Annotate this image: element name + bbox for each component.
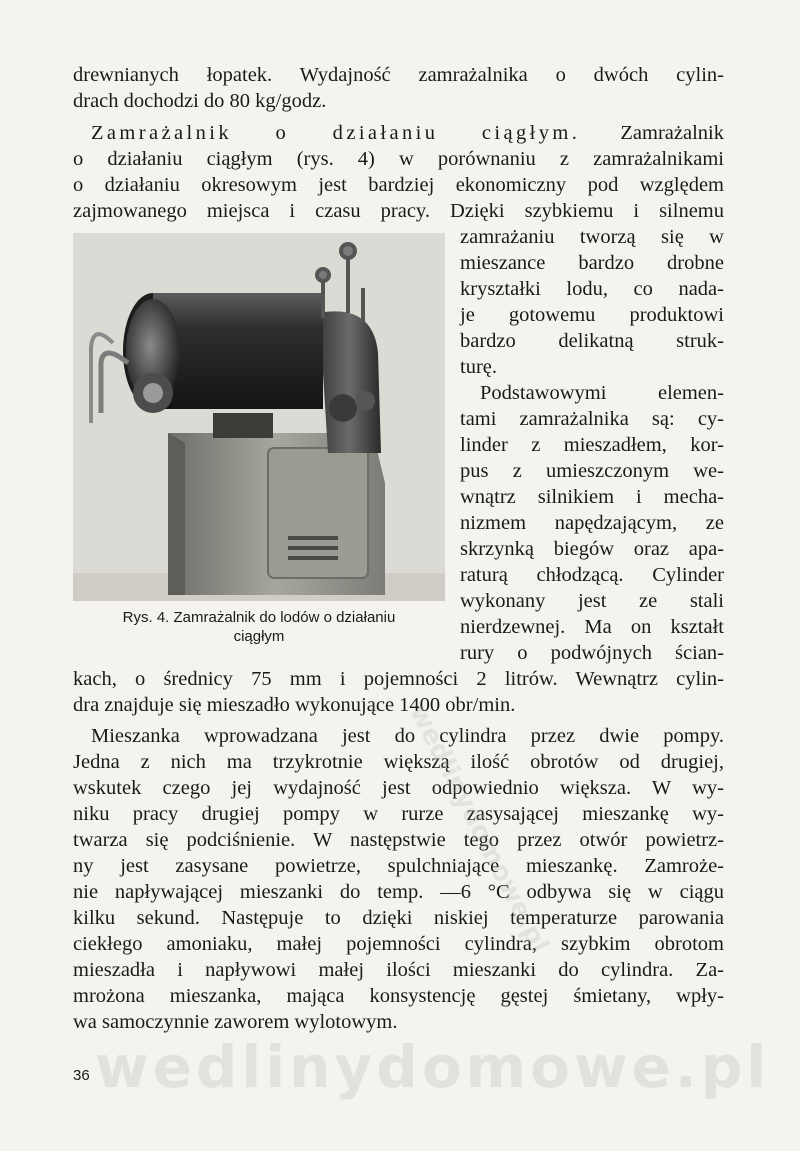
text-line: linder z mieszadłem, kor- [460,434,724,456]
figure-caption-continued: ciągłym [233,628,285,645]
text-line: kach, o średnicy 75 mm i pojemności 2 litrów. Wewnątrz cylin- [73,668,724,690]
text-line: raturą chłodzącą. Cylinder [460,564,724,586]
text-line [91,120,724,146]
text-line: nie napływającej mieszanki do temp. —6 °C odbywa się w ciągu [73,881,724,903]
text-line: twarza się podciśnienie. W następstwie tego przez otwór powietrz- [73,829,724,851]
text-line: o działaniu ciągłym (rys. 4) w porównaniu z zamrażalnikami [73,148,724,170]
text-line: Mieszanka wprowadzana jest do cylindra przez dwie pompy. [91,725,724,747]
text-line: skrzynką biegów oraz apa- [460,538,724,560]
figure-caption: Rys. 4. Zamrażalnik do lodów o działaniu [122,609,396,626]
text-line: drewnianych łopatek. Wydajność zamrażalnika o dwóch cylin- [73,64,724,86]
ice-cream-freezer-machine-photo [73,233,445,601]
text-line: wykonany jest ze stali [460,590,724,612]
text-line: wnątrz silnikiem i mecha- [460,486,724,508]
text-line: turę. [460,356,497,378]
text-line: mrożona mieszanka, mająca konsystencję gęstej śmietany, wpły- [73,985,724,1007]
text-line: mieszance bardzo drobne [460,252,724,274]
text-line: je gotowemu produktowi [460,304,724,326]
text-line: rury o podwójnych ścian- [460,642,724,664]
text-line: dra znajduje się mieszadło wykonujące 1400 obr/min. [73,694,516,716]
section-heading: Zamrażalnik o działaniu ciągłym. [91,122,581,144]
text-line: tami zamrażalnika są: cy- [460,408,724,430]
text-line: pus z umieszczonym we- [460,460,724,482]
text-line: bardzo delikatną struk- [460,330,724,352]
text-line: ny jest zasysane powietrze, spulchniające mieszankę. Zamroże- [73,855,724,877]
text-line: Podstawowymi elemen- [480,382,724,404]
text-line: kilku sekund. Następuje to dzięki niskiej temperaturze parowania [73,907,724,929]
text-line: nizmem napędzającym, ze [460,512,724,534]
text-line: zamrażaniu tworzą się w [460,226,724,248]
text-line: nierdzewnej. Ma on kształt [460,616,724,638]
page-number: 36 [73,1067,90,1084]
text-line: kryształki lodu, co nada- [460,278,724,300]
text-fragment: Zamrażalnik [620,122,724,144]
text-line: Jedna z nich ma trzykrotnie większą ilość obrotów od drugiej, [73,751,724,773]
text-line: wa samoczynnie zaworem wylotowym. [73,1011,398,1033]
text-line: o działaniu okresowym jest bardziej ekonomiczny pod względem [73,174,724,196]
text-line: wskutek czego jej wydajność jest odpowiednio większa. W wy- [73,777,724,799]
text-line: niku pracy drugiej pompy w rurze zasysającej mieszankę wy- [73,803,724,825]
watermark-diagonal: wedlinydomowe.pl [403,700,555,958]
text-line: drach dochodzi do 80 kg/godz. [73,90,327,112]
text-line: mieszadła i napływowi małej ilości mieszanki do cylindra. Za- [73,959,724,981]
text-line: ciekłego amoniaku, małej pojemności cylindra, szybkim obrotom [73,933,724,955]
watermark: wedlinydomowe.pl [95,1033,771,1101]
machine-illustration [73,233,445,601]
text-line: zajmowanego miejsca i czasu pracy. Dzięki szybkiemu i silnemu [73,200,724,222]
